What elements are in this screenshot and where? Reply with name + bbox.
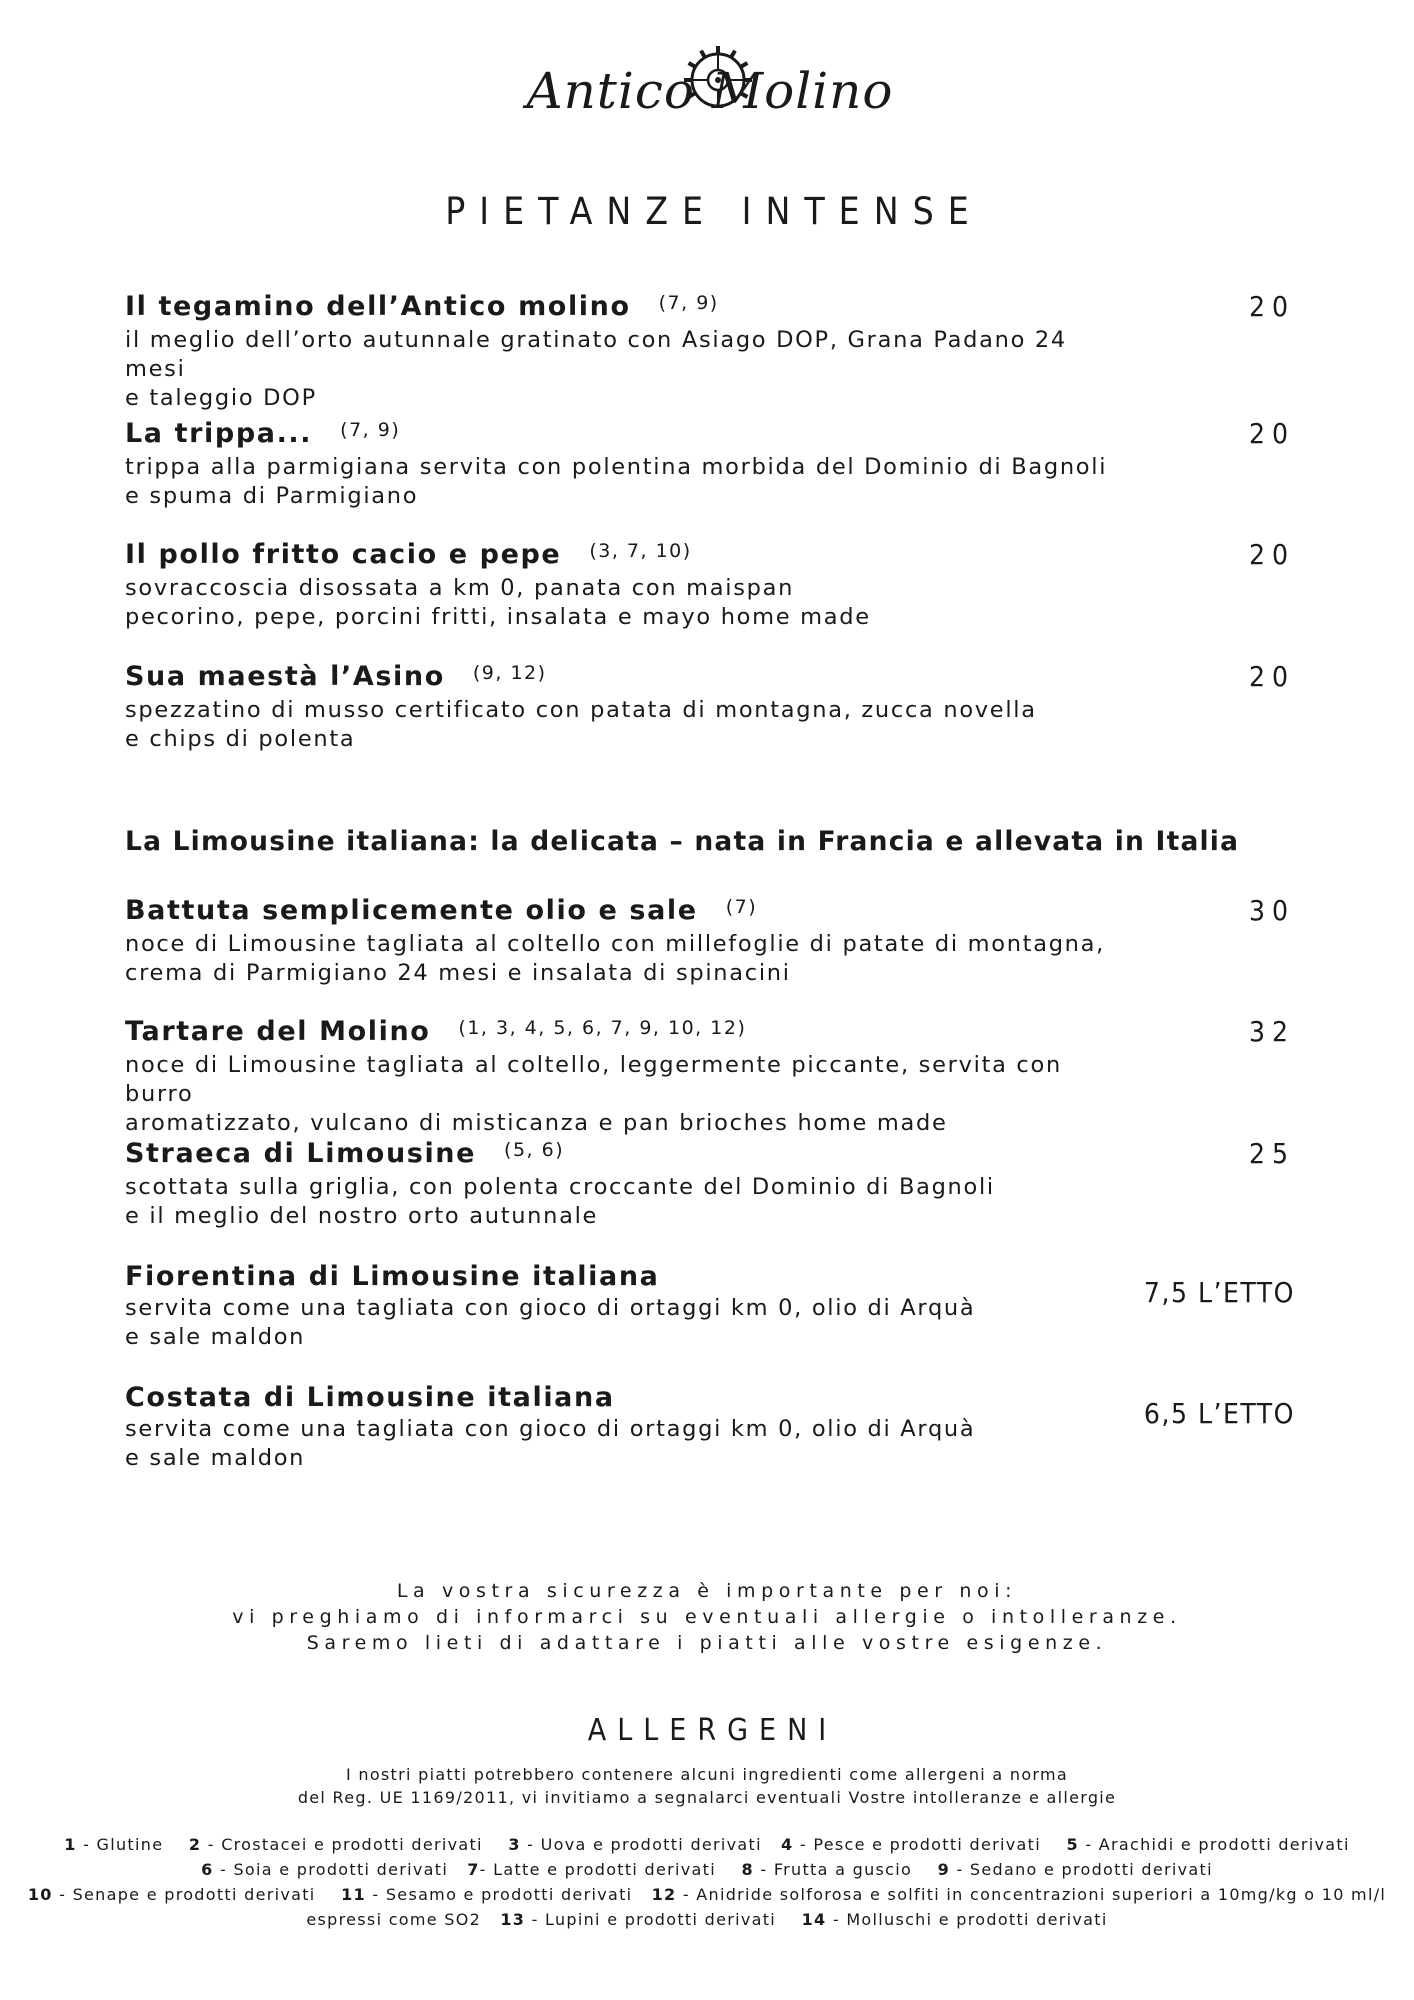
allergen-item: 14 - Molluschi e prodotti derivati [801, 1910, 1108, 1929]
allergen-item: 11 - Sesamo e prodotti derivati [341, 1885, 633, 1904]
dish-price: 20 [1248, 660, 1295, 693]
dish-allergens: (7) [725, 896, 758, 918]
dish-price: 25 [1248, 1137, 1295, 1170]
allergeni-intro [0, 1763, 1414, 1809]
allergen-item: 12 - Anidride solforosa e solfiti in concentrazioni superiori a 10mg/kg o 10 ml/l espressi come SO2 [306, 1885, 1387, 1929]
dish-allergens: (5, 6) [504, 1139, 565, 1161]
dish-name: Fiorentina di Limousine italiana [125, 1261, 660, 1292]
allergen-item: 7- Latte e prodotti derivati [467, 1860, 716, 1879]
allergen-item: 1 - Glutine [64, 1835, 164, 1854]
dish-description: servita come una tagliata con gioco di ortaggi km 0, olio di Arquà e sale maldon [125, 1295, 976, 1350]
allergeni-title: ALLERGENI [587, 1713, 838, 1748]
allergen-item: 2 - Crostacei e prodotti derivati [188, 1835, 483, 1854]
dish-item [125, 1015, 1305, 1138]
dish-price: 20 [1248, 290, 1295, 323]
dish-name: Il pollo fritto cacio e pepe $^{(3, 7, 10)}$ [125, 539, 692, 570]
dish-price: 20 [1248, 417, 1295, 450]
dish-item [125, 660, 1305, 754]
dish-allergens: (3, 7, 10) [589, 540, 692, 562]
dish-allergens: (9, 12) [472, 662, 547, 684]
dish-name: Sua maestà l’Asino $^{(9, 12)}$ [125, 661, 547, 692]
allergen-row [0, 1882, 1414, 1932]
antico-molino-logo [520, 30, 900, 140]
allergen-item: 8 - Frutta a guscio [741, 1860, 913, 1879]
dish-description: il meglio dell’orto autunnale gratinato con Asiago DOP, Grana Padano 24 mesi e taleggio DOP [125, 327, 1067, 411]
dish-description: noce di Limousine tagliata al coltello con millefoglie di patate di montagna, crema di Parmigiano 24 mesi e insalata di spinacini [125, 931, 1105, 986]
dish-name: Il tegamino dell’Antico molino $^{(7, 9)}$ [125, 291, 719, 322]
limousine-heading: La Limousine italiana: la delicata – nata in Francia e allevata in Italia [125, 826, 1240, 857]
dish-price: 20 [1248, 538, 1295, 571]
dish-price: 7,5 L’ETTO [1143, 1276, 1295, 1309]
dish-name: Straeca di Limousine $^{(5, 6)}$ [125, 1138, 565, 1169]
dish-allergens: (7, 9) [340, 419, 401, 441]
dish-item [125, 538, 1305, 632]
dish-description: spezzatino di musso certificato con patata di montagna, zucca novella e chips di polenta [125, 697, 1037, 752]
dish-allergens: (1, 3, 4, 5, 6, 7, 9, 10, 12) [458, 1017, 747, 1039]
dish-name: La trippa... $^{(7, 9)}$ [125, 418, 401, 449]
dish-item [125, 417, 1305, 511]
dish-description: sovraccoscia disossata a km 0, panata con maispan pecorino, pepe, porcini fritti, insalata e mayo home made [125, 575, 871, 630]
dish-price: 32 [1248, 1015, 1295, 1048]
allergen-item: 3 - Uova e prodotti derivati [508, 1835, 762, 1854]
dish-description: trippa alla parmigiana servita con polentina morbida del Dominio di Bagnoli e spuma di Parmigiano [125, 454, 1108, 509]
dish-item [125, 1381, 1305, 1473]
dish-allergens: (7, 9) [658, 292, 719, 314]
dish-item [125, 1260, 1305, 1352]
dish-price: 6,5 L’ETTO [1143, 1397, 1295, 1430]
notice-line: La vostra sicurezza è importante per noi: [396, 1580, 1018, 1602]
allergen-row [0, 1857, 1414, 1882]
allergen-item: 10 - Senape e prodotti derivati [27, 1885, 316, 1904]
allergen-row [0, 1832, 1414, 1857]
allergy-notice [0, 1578, 1414, 1656]
dish-item [125, 1137, 1305, 1231]
logo-text: Antico Molino [526, 62, 894, 120]
allergen-item: 6 - Soia e prodotti derivati [201, 1860, 449, 1879]
dish-price: 30 [1248, 894, 1295, 927]
dish-name: Battuta semplicemente olio e sale $^{(7)}$ [125, 895, 758, 926]
intro-line: del Reg. UE 1169/2011, vi invitiamo a segnalarci eventuali Vostre intolleranze e allergie [297, 1788, 1117, 1807]
dish-description: servita come una tagliata con gioco di ortaggi km 0, olio di Arquà e sale maldon [125, 1416, 976, 1471]
section-title: PIETANZE INTENSE [445, 190, 983, 233]
allergen-list [0, 1832, 1414, 1932]
dish-name: Costata di Limousine italiana [125, 1382, 615, 1413]
dish-description: noce di Limousine tagliata al coltello, leggermente piccante, servita con burro aromatizzato, vulcano di misticanza e pan brioches home made [125, 1052, 1062, 1136]
allergen-item: 9 - Sedano e prodotti derivati [937, 1860, 1213, 1879]
allergen-item: 4 - Pesce e prodotti derivati [781, 1835, 1041, 1854]
notice-line: vi preghiamo di informarci su eventuali allergie o intolleranze. [232, 1606, 1182, 1628]
dish-description: scottata sulla griglia, con polenta croccante del Dominio di Bagnoli e il meglio del nostro orto autunnale [125, 1174, 995, 1229]
dish-item [125, 290, 1305, 413]
intro-line: I nostri piatti potrebbero contenere alcuni ingredienti come allergeni a norma [345, 1765, 1069, 1784]
allergen-item: 13 - Lupini e prodotti derivati [500, 1910, 777, 1929]
dish-name: Tartare del Molino $^{(1, 3, 4, 5, 6, 7, 9, 10, 12)}$ [125, 1016, 747, 1047]
dish-item [125, 894, 1305, 988]
notice-line: Saremo lieti di adattare i piatti alle vostre esigenze. [306, 1632, 1108, 1654]
allergen-item: 5 - Arachidi e prodotti derivati [1066, 1835, 1350, 1854]
